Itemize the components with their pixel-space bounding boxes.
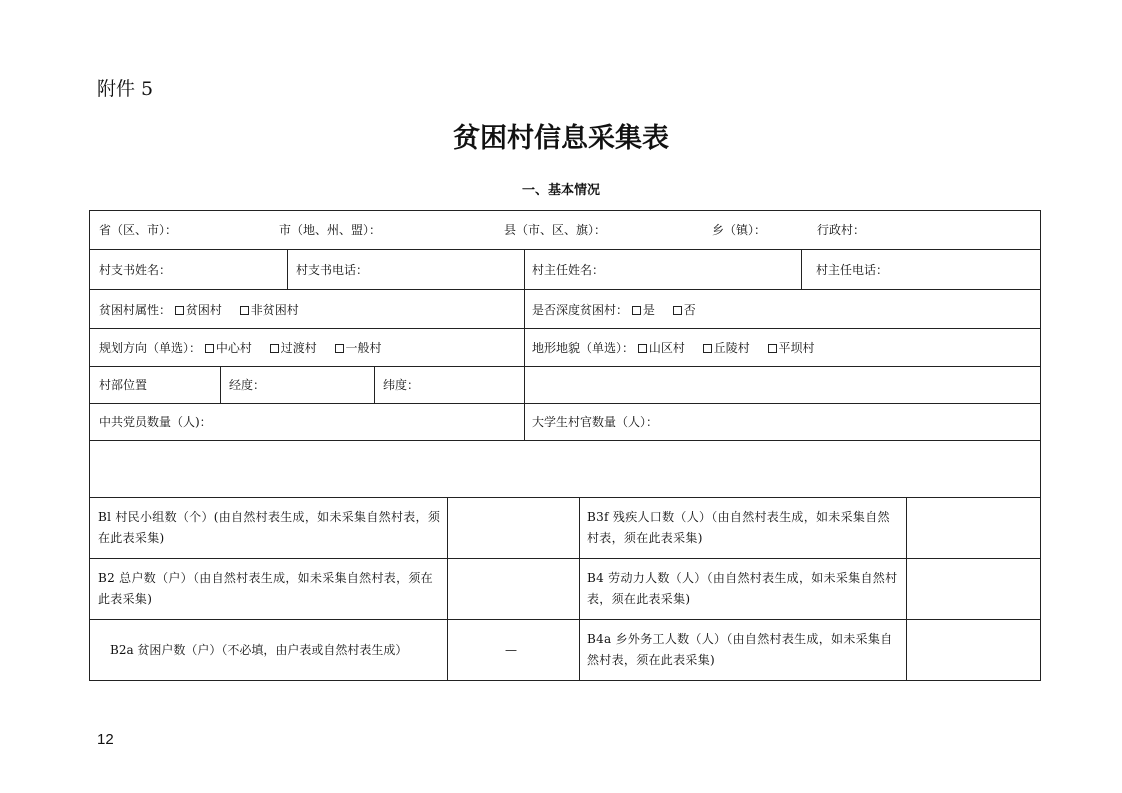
col-divider bbox=[374, 366, 375, 403]
row-divider bbox=[90, 619, 1040, 620]
col-divider bbox=[579, 497, 580, 681]
planning-direction-label: 规划方向（单选）： bbox=[99, 341, 202, 355]
row-divider bbox=[90, 328, 1040, 329]
checkbox[interactable] bbox=[673, 306, 682, 315]
director-name-field[interactable]: 村主任姓名： bbox=[532, 263, 605, 277]
checkbox[interactable] bbox=[768, 344, 777, 353]
row-divider bbox=[90, 497, 1040, 498]
township-field[interactable]: 乡（镇）： bbox=[712, 223, 767, 237]
option-hill-village[interactable]: 丘陵村 bbox=[703, 341, 750, 355]
checkbox[interactable] bbox=[632, 306, 641, 315]
item-b1-label: Bl 村民小组数（个）(由自然村表生成，如未采集自然村表，须在此表采集) bbox=[98, 510, 441, 545]
option-central-village[interactable]: 中心村 bbox=[205, 341, 252, 355]
village-attribute-group bbox=[99, 303, 313, 317]
item-b2a-label: B2a 贫困户数（户）（不必填，由户表或自然村表生成） bbox=[110, 643, 408, 657]
page-title: 贫困村信息采集表 bbox=[453, 123, 669, 154]
item-b2a-value: — bbox=[505, 643, 517, 657]
item-b4a-label: B4a 乡外务工人数（人）（由自然村表生成，如未采集自然村表，须在此表采集) bbox=[587, 632, 893, 667]
option-mountain-village[interactable]: 山区村 bbox=[638, 341, 685, 355]
item-b3f-label: B3f 残疾人口数（人）（由自然村表生成，如未采集自然村表，须在此表采集) bbox=[587, 510, 890, 545]
province-field[interactable]: 省（区、市）： bbox=[99, 223, 178, 237]
checkbox[interactable] bbox=[240, 306, 249, 315]
row-divider bbox=[90, 403, 1040, 404]
checkbox[interactable] bbox=[175, 306, 184, 315]
checkbox[interactable] bbox=[335, 344, 344, 353]
row-divider bbox=[90, 366, 1040, 367]
option-poor-village[interactable]: 贫困村 bbox=[175, 303, 222, 317]
checkbox[interactable] bbox=[638, 344, 647, 353]
option-plain-village[interactable]: 平坝村 bbox=[768, 341, 815, 355]
row-divider bbox=[90, 558, 1040, 559]
col-divider bbox=[524, 249, 525, 440]
option-transition-village[interactable]: 过渡村 bbox=[270, 341, 317, 355]
secretary-phone-field[interactable]: 村支书电话： bbox=[296, 263, 369, 277]
item-b4-label: B4 劳动力人数（人）（由自然村表生成，如未采集自然村表，须在此表采集) bbox=[587, 571, 898, 606]
party-members-field[interactable]: 中共党员数量（人)： bbox=[99, 415, 212, 429]
info-form-table bbox=[89, 210, 1041, 681]
director-phone-field[interactable]: 村主任电话： bbox=[816, 263, 889, 277]
terrain-group bbox=[532, 341, 829, 355]
option-yes[interactable]: 是 bbox=[632, 303, 655, 317]
row-divider bbox=[90, 289, 1040, 290]
longitude-field[interactable]: 经度： bbox=[229, 378, 266, 392]
secretary-name-field[interactable]: 村支书姓名： bbox=[99, 263, 172, 277]
planning-direction-group bbox=[99, 341, 396, 355]
option-no[interactable]: 否 bbox=[673, 303, 696, 317]
terrain-label: 地形地貌（单选）： bbox=[532, 341, 635, 355]
row-divider bbox=[90, 249, 1040, 250]
village-office-location-label: 村部位置 bbox=[99, 378, 148, 392]
college-officials-field[interactable]: 大学生村官数量（人）： bbox=[532, 415, 659, 429]
col-divider bbox=[220, 366, 221, 403]
section-heading: 一、基本情况 bbox=[521, 183, 600, 198]
option-general-village[interactable]: 一般村 bbox=[335, 341, 382, 355]
village-attribute-label: 贫困村属性： bbox=[99, 303, 172, 317]
item-b2-label: B2 总户数（户）（由自然村表生成，如未采集自然村表，须在此表采集) bbox=[98, 571, 433, 606]
col-divider bbox=[447, 497, 448, 681]
deep-poverty-label: 是否深度贫困村： bbox=[532, 303, 629, 317]
checkbox[interactable] bbox=[205, 344, 214, 353]
attachment-label: 附件 5 bbox=[97, 78, 154, 100]
page-number: 12 bbox=[97, 731, 114, 748]
col-divider bbox=[287, 249, 288, 289]
col-divider bbox=[801, 249, 802, 289]
col-divider bbox=[906, 497, 907, 681]
checkbox[interactable] bbox=[703, 344, 712, 353]
option-non-poor-village[interactable]: 非贫困村 bbox=[240, 303, 299, 317]
checkbox[interactable] bbox=[270, 344, 279, 353]
deep-poverty-group bbox=[532, 303, 710, 317]
row-divider bbox=[90, 440, 1040, 441]
latitude-field[interactable]: 纬度： bbox=[383, 378, 420, 392]
city-field[interactable]: 市（地、州、盟）： bbox=[279, 223, 382, 237]
county-field[interactable]: 县（市、区、旗）： bbox=[504, 223, 607, 237]
village-field[interactable]: 行政村： bbox=[817, 223, 866, 237]
